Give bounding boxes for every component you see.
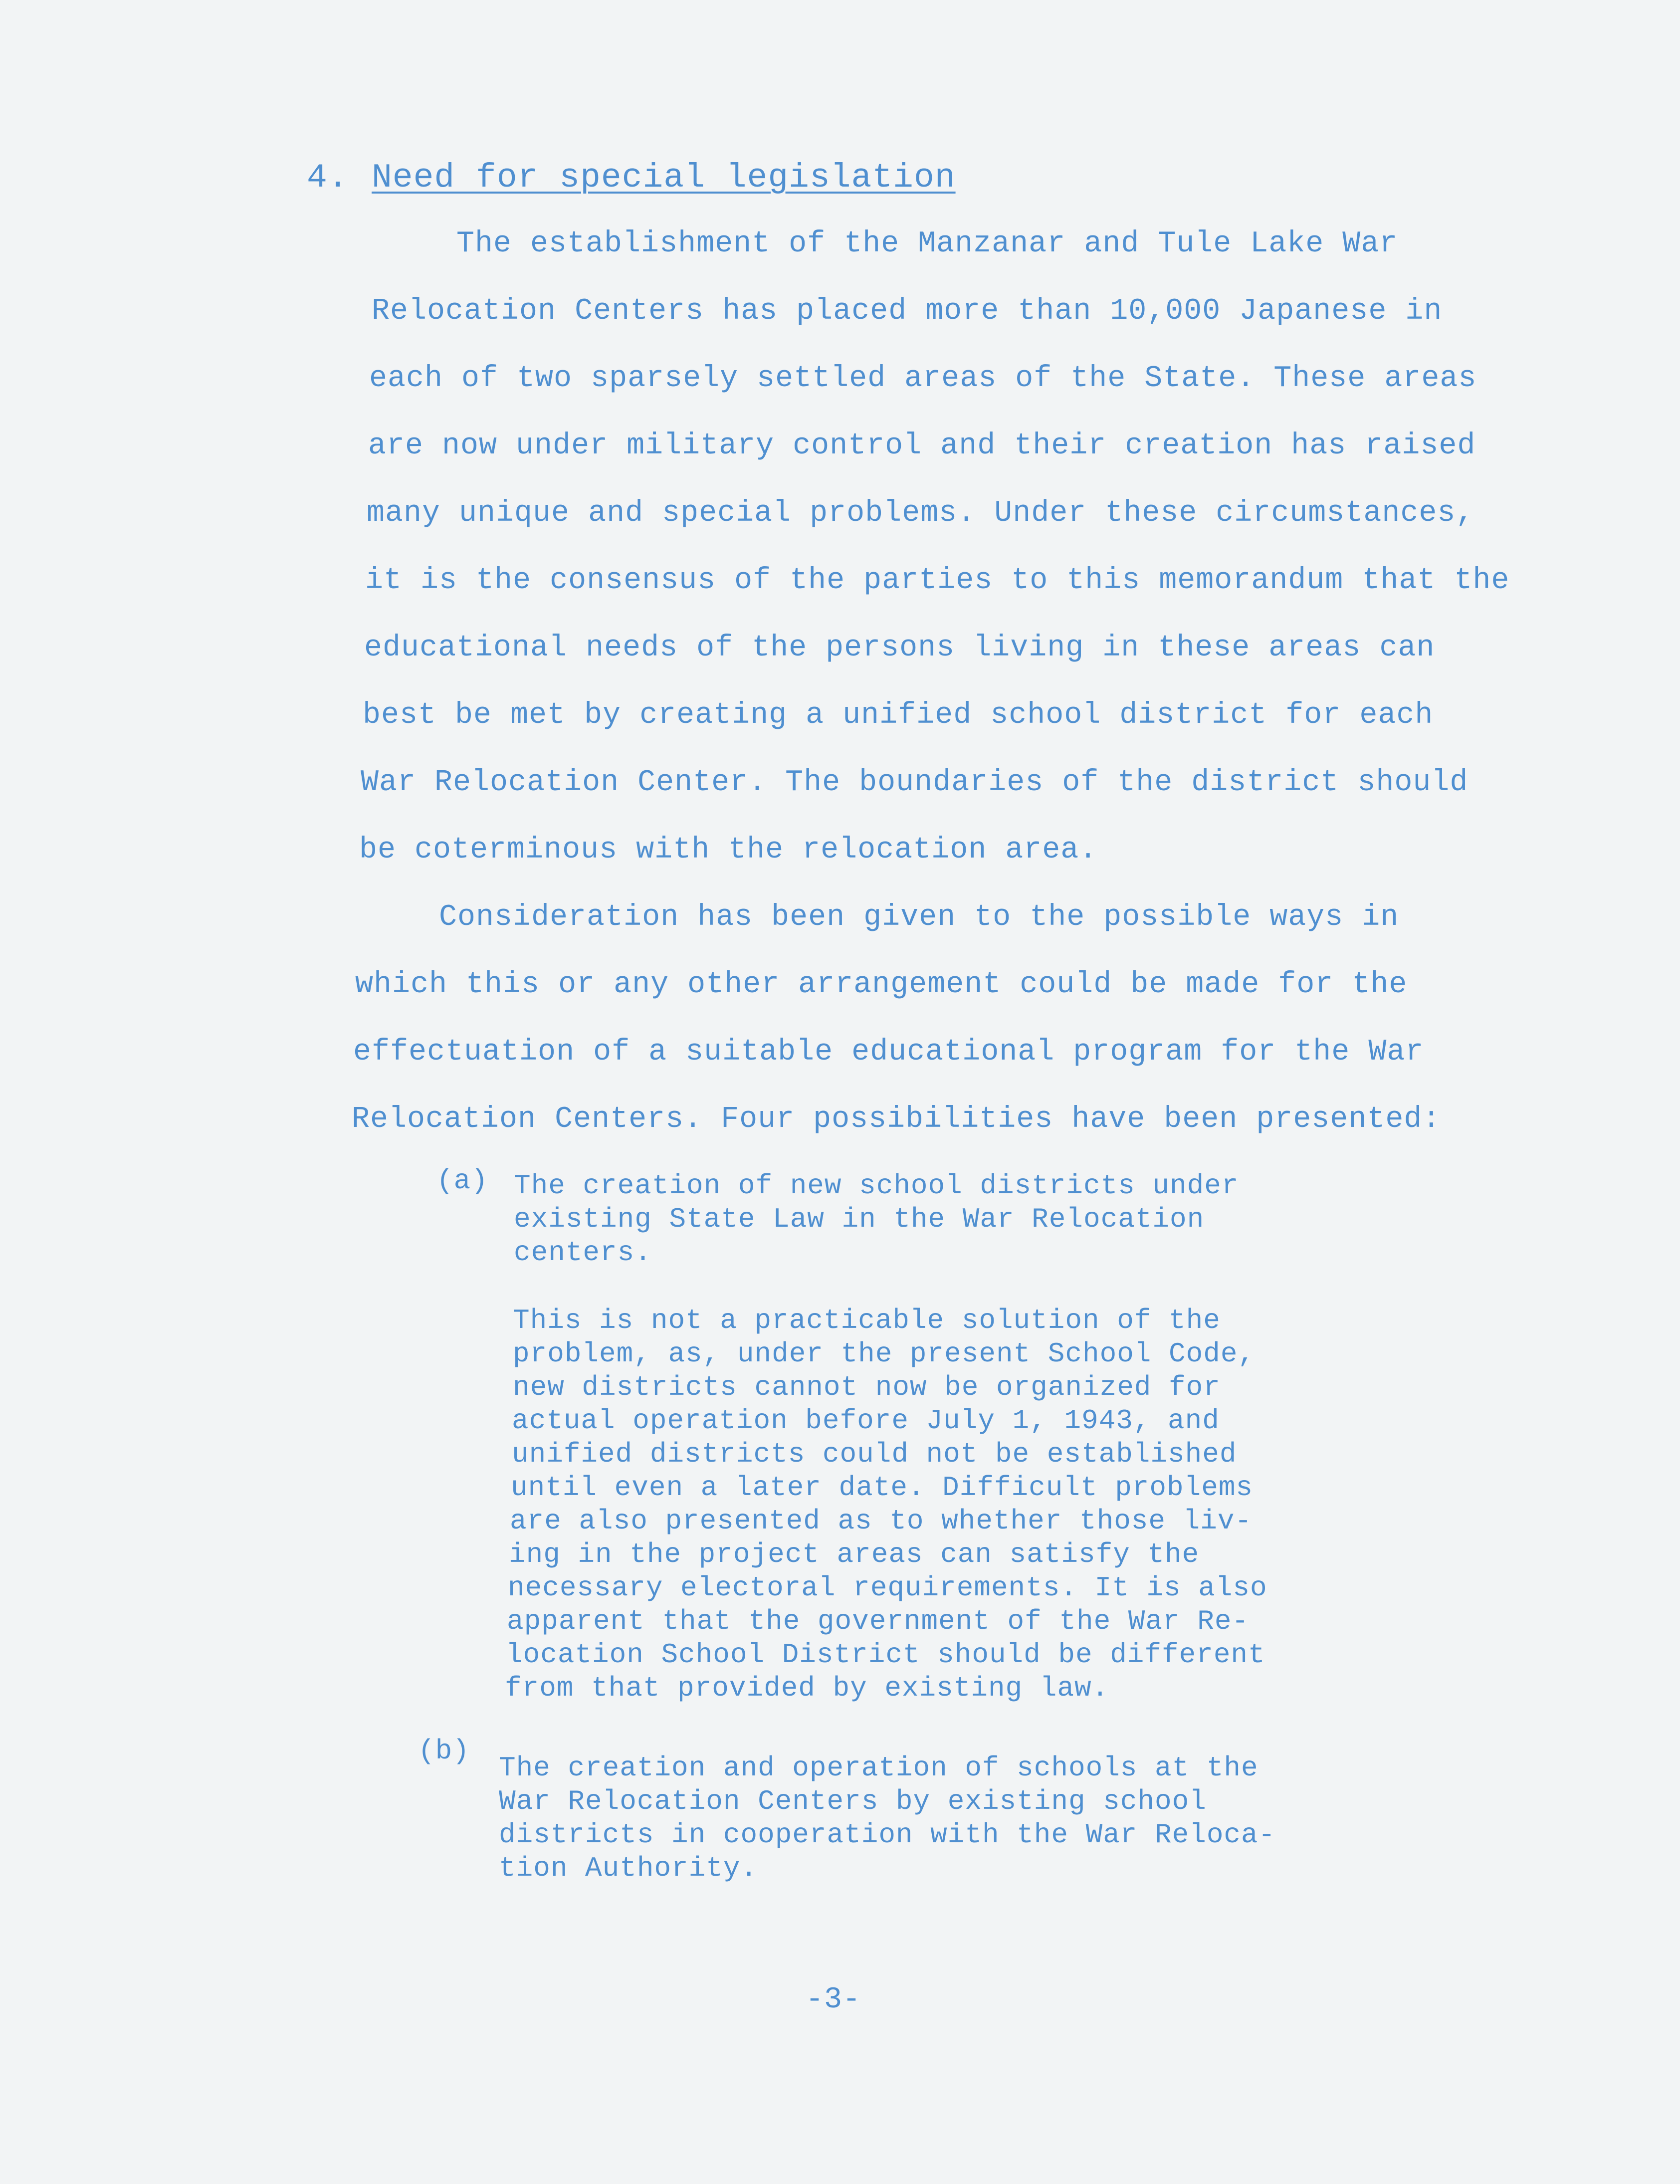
- text-line: War Relocation Centers by existing school: [499, 1785, 1207, 1817]
- text-line: are also presented as to whether those liv-: [510, 1505, 1253, 1537]
- text-line: problem, as, under the present School Code,: [513, 1338, 1256, 1370]
- text-line: best be met by creating a unified school district for each: [363, 698, 1434, 732]
- text-line: until even a later date. Difficult problems: [511, 1472, 1254, 1504]
- text-line: are now under military control and their creation has raised: [368, 429, 1476, 463]
- text-line: The creation and operation of schools at the: [499, 1752, 1259, 1784]
- text-line: educational needs of the persons living in these areas can: [364, 631, 1435, 665]
- text-line: War Relocation Center. The boundaries of the district should: [361, 766, 1469, 800]
- text-line: centers.: [514, 1237, 652, 1269]
- text-line: This is not a practicable solution of the: [513, 1305, 1221, 1336]
- text-line: actual operation before July 1, 1943, and: [512, 1405, 1220, 1437]
- text-line: Relocation Centers. Four possibilities have been presented:: [352, 1102, 1441, 1136]
- text-line: effectuation of a suitable educational program for the War: [353, 1035, 1424, 1069]
- text-line: from that provided by existing law.: [505, 1672, 1109, 1704]
- text-line: new districts cannot now be organized for: [513, 1371, 1221, 1403]
- text-line: districts in cooperation with the War Reloca-: [499, 1819, 1276, 1851]
- text-line: unified districts could not be established: [512, 1438, 1237, 1470]
- text-line: which this or any other arrangement could be made for the: [355, 968, 1408, 1002]
- item-label: (a): [436, 1165, 488, 1197]
- text-line: necessary electoral requirements. It is also: [508, 1572, 1267, 1604]
- section-number: 4.: [307, 159, 349, 197]
- section-title: Need for special legislation: [372, 159, 956, 197]
- text-line: tion Authority.: [499, 1852, 758, 1884]
- text-line: ing in the project areas can satisfy the: [509, 1538, 1200, 1570]
- text-line: it is the consensus of the parties to this memorandum that the: [365, 564, 1510, 598]
- text-line: Relocation Centers has placed more than 10,000 Japanese in: [372, 294, 1443, 328]
- text-line: The creation of new school districts under: [514, 1170, 1239, 1202]
- section-heading: [307, 159, 956, 197]
- text-line: Consideration has been given to the possible ways in: [439, 900, 1399, 934]
- text-line: each of two sparsely settled areas of the State. These areas: [369, 362, 1477, 396]
- text-line: many unique and special problems. Under these circumstances,: [367, 496, 1474, 530]
- text-line: location School District should be different: [506, 1639, 1265, 1671]
- text-line: The establishment of the Manzanar and Tule Lake War: [456, 227, 1398, 261]
- text-line: existing State Law in the War Relocation: [514, 1203, 1205, 1235]
- text-line: be coterminous with the relocation area.: [359, 833, 1098, 867]
- text-line: apparent that the government of the War Re-: [507, 1605, 1250, 1637]
- page-number: -3-: [806, 1983, 861, 2017]
- item-label: (b): [418, 1735, 470, 1767]
